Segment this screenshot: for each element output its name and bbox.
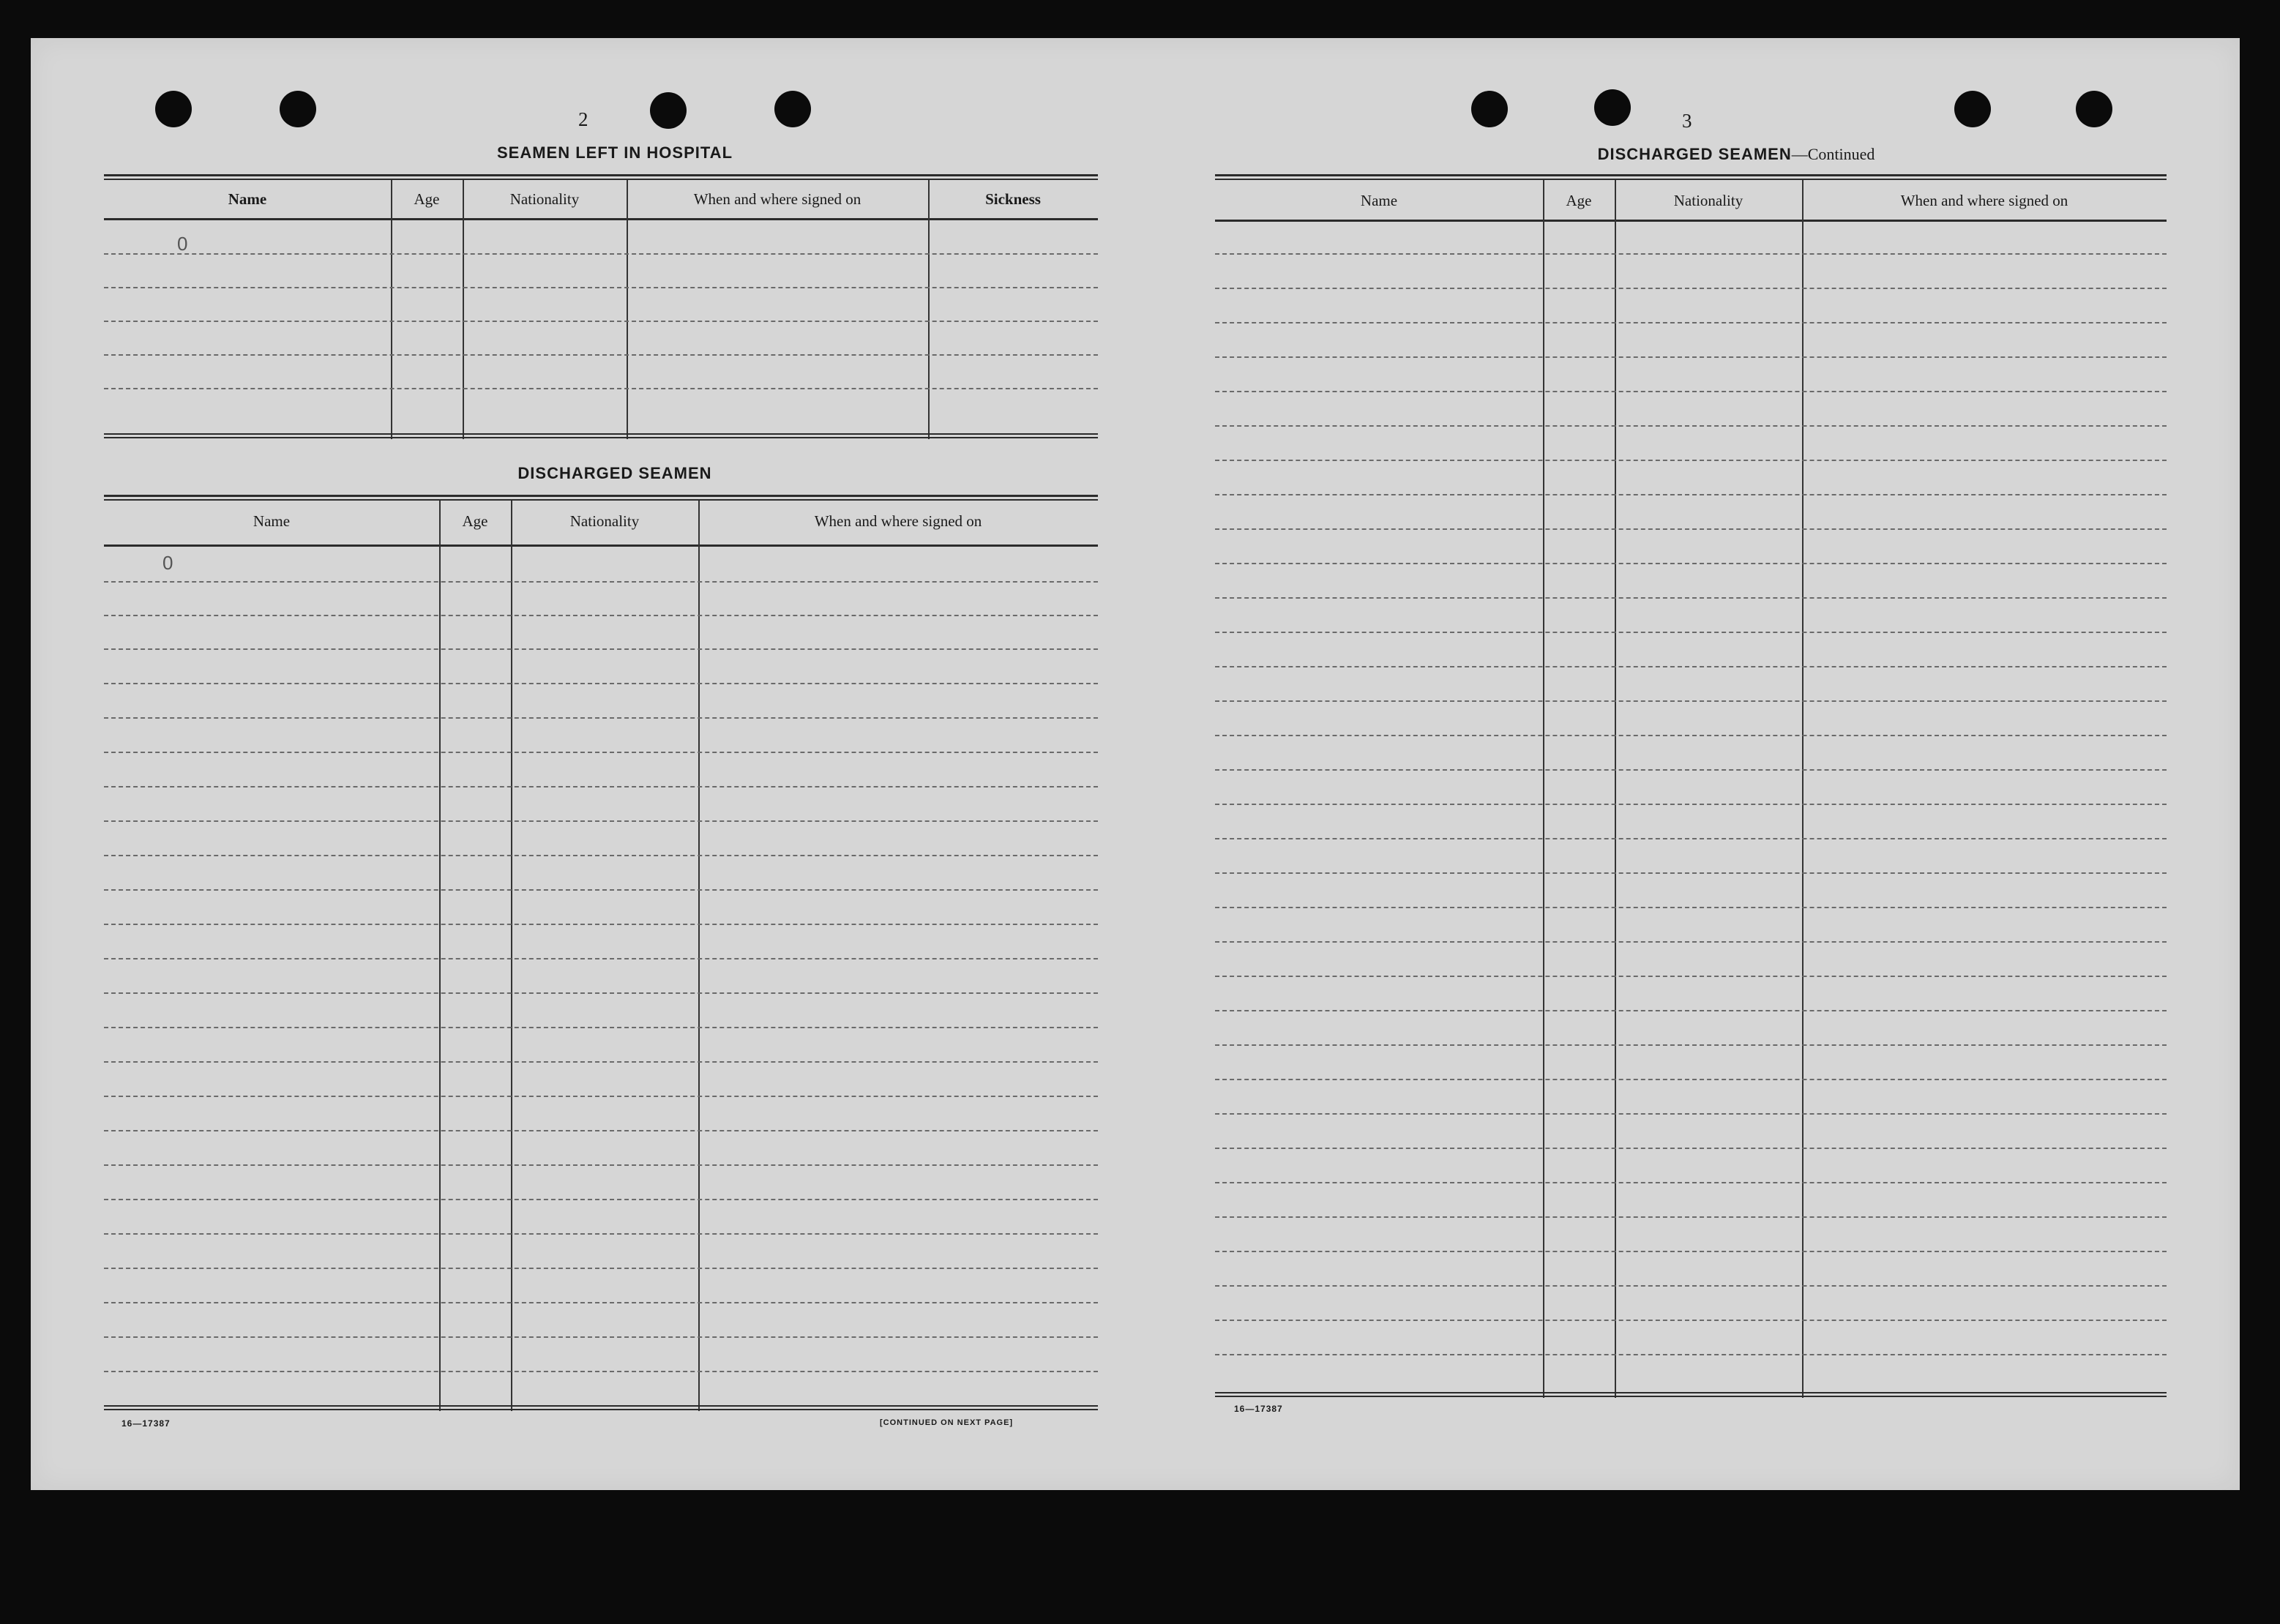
binder-hole	[2076, 91, 2112, 127]
col-header-signed-on: When and where signed on	[814, 512, 982, 530]
column-divider	[627, 180, 628, 439]
row-rule	[1215, 907, 2167, 908]
row-rule	[104, 889, 1098, 891]
ledger-sheet	[31, 38, 2240, 1490]
table-top-rule	[1215, 174, 2167, 180]
column-divider	[511, 501, 512, 1411]
table-bottom-rule	[1215, 1392, 2167, 1397]
col-header-age: Age	[462, 512, 488, 530]
header-rule	[1215, 220, 2167, 222]
row-rule	[104, 388, 1098, 389]
right-section-title	[1451, 145, 2022, 164]
row-rule	[104, 253, 1098, 255]
row-rule	[104, 615, 1098, 616]
row-rule	[1215, 1251, 2167, 1252]
row-rule	[104, 992, 1098, 994]
table-top-rule	[104, 174, 1098, 180]
col-header-name: Name	[253, 512, 291, 530]
binder-hole	[280, 91, 316, 127]
form-code-right: 16—17387	[1234, 1404, 1283, 1414]
col-header-age: Age	[414, 190, 440, 208]
binder-hole	[155, 91, 192, 127]
row-rule	[104, 752, 1098, 753]
table-bottom-rule	[104, 1405, 1098, 1410]
row-rule	[1215, 700, 2167, 702]
row-rule	[104, 1302, 1098, 1303]
handwritten-entry: 0	[162, 552, 173, 574]
row-rule	[1215, 563, 2167, 564]
column-divider	[928, 180, 930, 439]
header-rule	[104, 218, 1098, 220]
discharged-continued-table	[1215, 174, 2167, 1398]
binder-hole	[650, 92, 687, 129]
row-rule	[1215, 735, 2167, 736]
row-rule	[104, 786, 1098, 787]
row-rule	[104, 1027, 1098, 1028]
col-header-nationality: Nationality	[569, 512, 640, 530]
row-rule	[1215, 976, 2167, 977]
row-rule	[1215, 1285, 2167, 1287]
column-divider	[698, 501, 700, 1411]
header-rule	[104, 545, 1098, 547]
col-header-nationality: Nationality	[1673, 192, 1743, 209]
page-number-left: 2	[578, 108, 588, 130]
row-rule	[104, 1130, 1098, 1131]
col-header-signed-on: When and where signed on	[693, 190, 861, 208]
row-rule	[1215, 872, 2167, 874]
form-code-left: 16—17387	[122, 1418, 171, 1429]
binder-hole	[1954, 91, 1991, 127]
col-header-name: Name	[1360, 192, 1398, 209]
row-rule	[1215, 288, 2167, 289]
row-rule	[104, 1164, 1098, 1166]
row-rule	[1215, 632, 2167, 633]
row-rule	[104, 820, 1098, 822]
row-rule	[1215, 838, 2167, 839]
hospital-section-title: SEAMEN LEFT IN HOSPITAL	[496, 143, 733, 162]
row-rule	[104, 287, 1098, 288]
row-rule	[104, 1096, 1098, 1097]
row-rule	[104, 1268, 1098, 1269]
col-header-age: Age	[1566, 192, 1592, 209]
row-rule	[1215, 804, 2167, 805]
discharged-section-title: DISCHARGED SEAMEN	[517, 464, 712, 482]
table-bottom-rule	[104, 433, 1098, 438]
row-rule	[104, 958, 1098, 959]
column-divider	[391, 180, 392, 439]
binder-hole	[1471, 91, 1508, 127]
binder-hole	[774, 91, 811, 127]
col-header-nationality: Nationality	[509, 190, 580, 208]
row-rule	[1215, 494, 2167, 495]
right-section-title-main: DISCHARGED SEAMEN	[1597, 145, 1792, 163]
row-rule	[1215, 1044, 2167, 1046]
row-rule	[1215, 1010, 2167, 1011]
row-rule	[104, 1336, 1098, 1338]
discharged-table	[104, 495, 1098, 1443]
row-rule	[1215, 425, 2167, 427]
row-rule	[104, 1199, 1098, 1200]
table-top-rule	[104, 495, 1098, 501]
column-divider	[463, 180, 464, 439]
col-header-name: Name	[228, 190, 267, 208]
row-rule	[1215, 1113, 2167, 1115]
row-rule	[104, 1371, 1098, 1372]
row-rule	[1215, 1182, 2167, 1183]
column-divider	[1543, 180, 1544, 1398]
row-rule	[1215, 1148, 2167, 1149]
row-rule	[1215, 1216, 2167, 1218]
row-rule	[1215, 1354, 2167, 1355]
right-section-title-suffix: —Continued	[1791, 145, 1875, 163]
row-rule	[1215, 1320, 2167, 1321]
row-rule	[104, 321, 1098, 322]
column-divider	[1802, 180, 1804, 1398]
page-number-right: 3	[1682, 110, 1692, 132]
column-divider	[1615, 180, 1616, 1398]
row-rule	[104, 1061, 1098, 1063]
row-rule	[1215, 769, 2167, 771]
row-rule	[104, 581, 1098, 583]
row-rule	[104, 855, 1098, 856]
row-rule	[104, 717, 1098, 719]
continued-note: [CONTINUED ON NEXT PAGE]	[880, 1418, 1014, 1427]
row-rule	[104, 683, 1098, 684]
row-rule	[1215, 941, 2167, 943]
row-rule	[1215, 528, 2167, 530]
col-header-sickness: Sickness	[985, 190, 1041, 208]
row-rule	[1215, 666, 2167, 667]
binder-hole	[1594, 89, 1631, 126]
row-rule	[104, 924, 1098, 925]
row-rule	[1215, 597, 2167, 599]
row-rule	[1215, 1079, 2167, 1080]
col-header-signed-on: When and where signed on	[1900, 192, 2068, 209]
row-rule	[1215, 322, 2167, 323]
row-rule	[104, 648, 1098, 650]
row-rule	[1215, 391, 2167, 392]
row-rule	[1215, 460, 2167, 461]
row-rule	[104, 354, 1098, 356]
column-divider	[439, 501, 441, 1411]
row-rule	[1215, 356, 2167, 358]
row-rule	[104, 1233, 1098, 1235]
hospital-table	[104, 174, 1098, 439]
handwritten-entry: 0	[177, 233, 188, 255]
row-rule	[1215, 253, 2167, 255]
